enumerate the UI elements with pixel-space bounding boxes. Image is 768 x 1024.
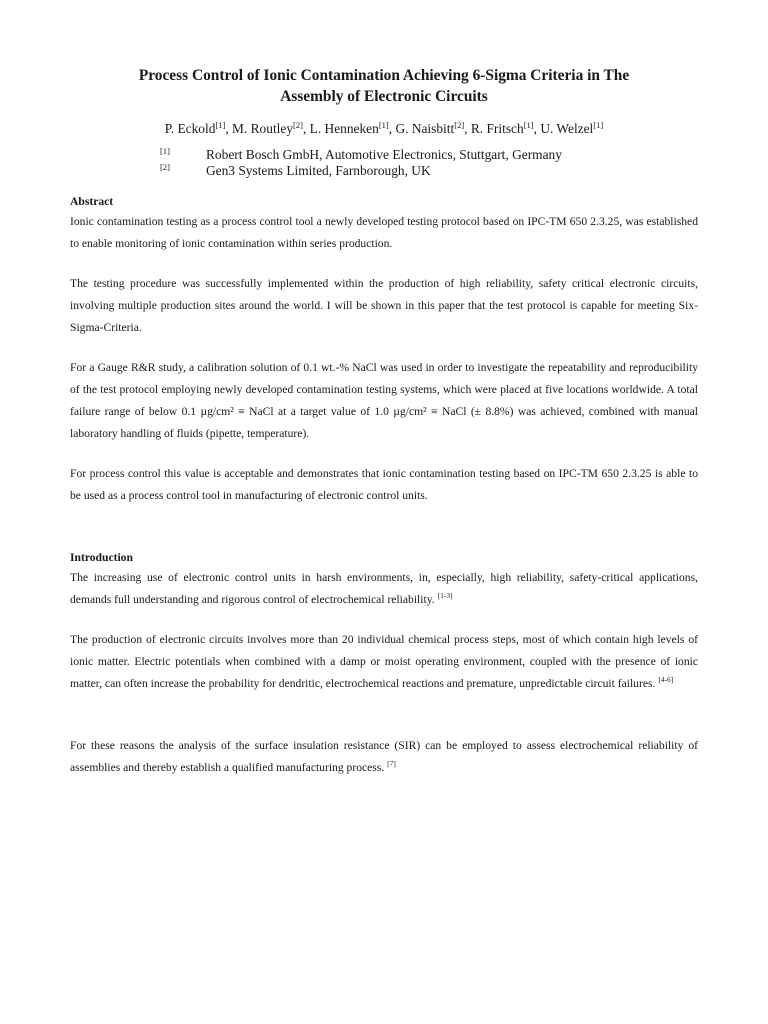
title-line-1: Process Control of Ionic Contamination Achieving 6-Sigma Criteria in The [138, 67, 630, 84]
citation: [1-3] [437, 591, 453, 600]
introduction-paragraph-1: The increasing use of electronic control units in harsh environments, in, especially, high reliability, safety-critical applications, demands full understanding and rigorous control of electrochemical reliability. [1-3] [70, 571, 698, 606]
abstract-paragraph-4: For process control this value is acceptable and demonstrates that ionic contamination testing based on IPC-TM 650 2.3.25 is able to be used as a process control tool in manufacturing of electronic control units. [70, 467, 698, 502]
author: R. Fritsch[1], [470, 120, 541, 136]
author: L. Henneken[1], [309, 120, 396, 136]
affiliation-text: Robert Bosch GmbH, Automotive Electronics, Stuttgart, Germany [206, 147, 562, 162]
abstract-paragraph-2: The testing procedure was successfully implemented within the production of high reliability, safety critical electronic circuits, involving multiple production sites around the world. I will be shown in this paper that the test protocol is capable for meeting Six-Sigma-Criteria. [70, 277, 698, 334]
title-line-2: Assembly of Electronic Circuits [280, 88, 488, 105]
introduction-heading: Introduction [70, 551, 133, 564]
affiliation-2: [2] Gen3 Systems Limited, Farnborough, UK [160, 162, 431, 178]
paper-title [70, 65, 698, 107]
affiliation-1: [1] Robert Bosch GmbH, Automotive Electronics, Stuttgart, Germany [160, 146, 562, 162]
author: P. Eckold[1], [164, 120, 233, 136]
introduction-paragraph-3: For these reasons the analysis of the surface insulation resistance (SIR) can be employed to assess electrochemical reliability of assemblies and thereby establish a qualified manufacturing process. [7] [70, 739, 698, 774]
affiliation-text: Gen3 Systems Limited, Farnborough, UK [206, 163, 431, 178]
abstract-heading: Abstract [70, 195, 114, 208]
author-list [70, 120, 698, 138]
author: G. Naisbitt[2], [395, 120, 471, 136]
abstract-paragraph-1: Ionic contamination testing as a process control tool a newly developed testing protocol based on IPC-TM 650 2.3.25, was established to enable monitoring of ionic contamination within series production. [70, 215, 698, 250]
author: M. Routley[2], [232, 120, 310, 136]
citation: [7] [387, 759, 396, 768]
citation: [4-6] [658, 675, 674, 684]
abstract-paragraph-3: For a Gauge R&R study, a calibration solution of 0.1 wt.-% NaCl was used in order to investigate the repeatability and reproducibility of the test protocol employing newly developed contamination testing systems, which were placed at five locations worldwide. A total failure range of below 0.1 µg/cm² ≡ NaCl at a target value of 1.0 µg/cm² ≡ NaCl (± 8.8%) was achieved, combined with manual laboratory handling of fluids (pipette, temperature). [70, 361, 698, 440]
author: U. Welzel[1] [540, 120, 604, 136]
introduction-paragraph-2: The production of electronic circuits involves more than 20 individual chemical process steps, most of which contain high levels of ionic matter. Electric potentials when combined with a damp or moist operating environment, coupled with the presence of ionic matter, can often increase the probability for dendritic, electrochemical reactions and premature, unpredictable circuit failures. [4-6] [70, 633, 698, 690]
